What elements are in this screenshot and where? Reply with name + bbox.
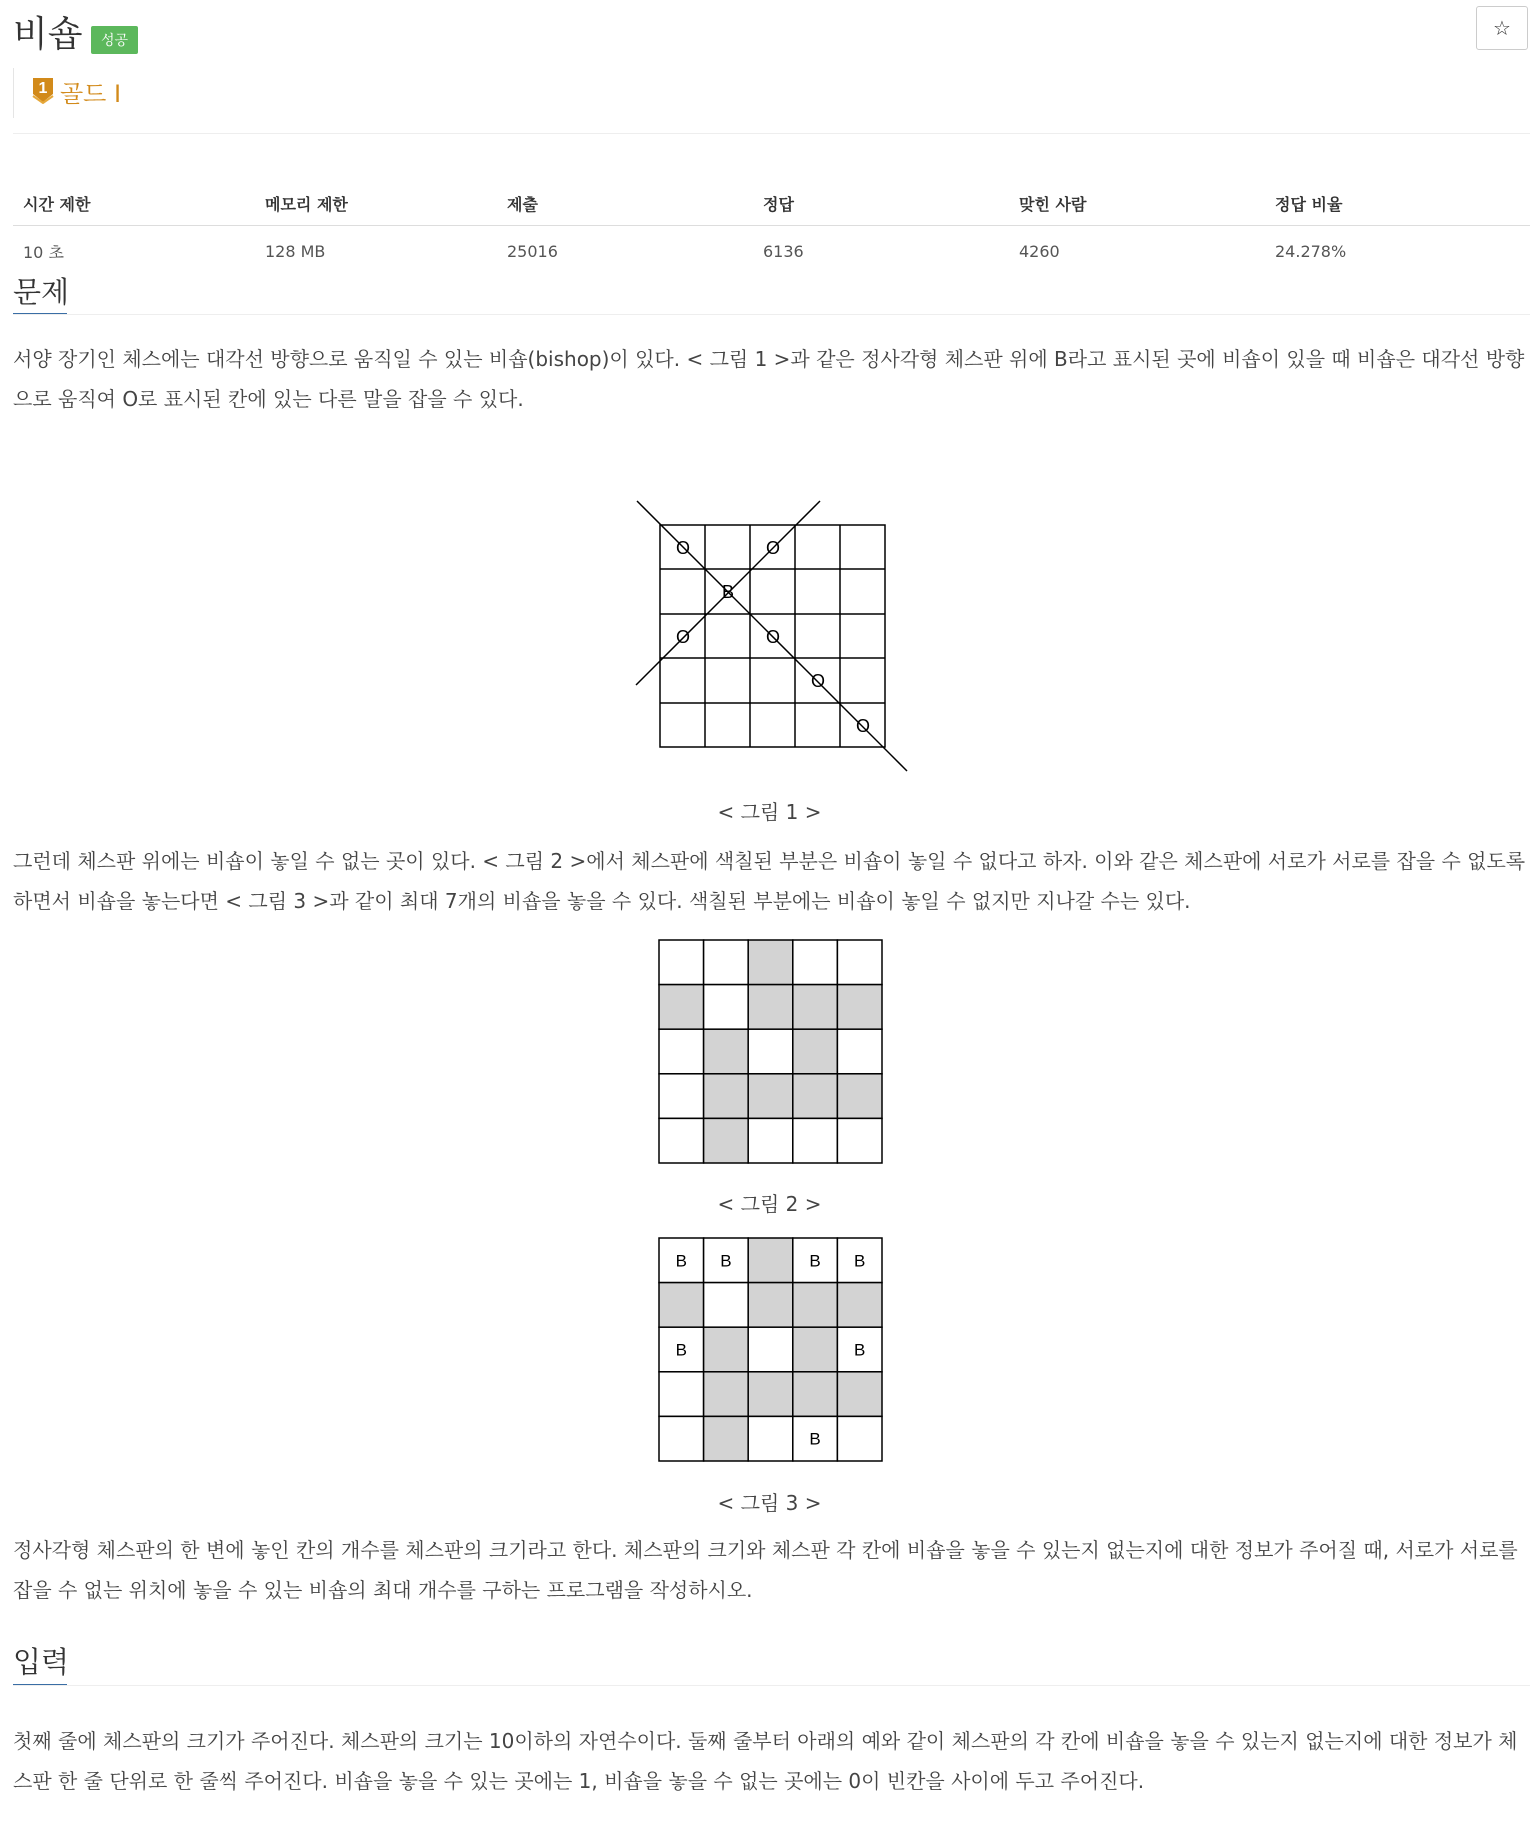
blocked-cell <box>748 940 793 985</box>
open-cell <box>837 940 882 985</box>
stat-header-time: 시간 제한 <box>13 180 255 226</box>
figure-1-caption: < 그림 1 > <box>717 800 822 824</box>
bishop-mark: B <box>809 1251 821 1271</box>
blocked-cell <box>837 1372 882 1417</box>
divider <box>13 1685 1530 1686</box>
blocked-cell <box>837 1283 882 1328</box>
bishop-mark: B <box>675 1251 687 1271</box>
blocked-cell <box>793 1327 838 1372</box>
blocked-cell <box>704 1074 749 1119</box>
stat-header-ratio: 정답 비율 <box>1265 180 1530 226</box>
bishop-mark: B <box>854 1340 866 1360</box>
blocked-cell <box>793 1074 838 1119</box>
open-cell <box>748 1029 793 1074</box>
blocked-cell <box>793 1283 838 1328</box>
open-cell <box>793 940 838 985</box>
fig1-target-mark: O <box>675 627 691 647</box>
open-cell <box>659 940 704 985</box>
blocked-cell <box>704 1416 749 1461</box>
open-cell <box>837 1416 882 1461</box>
open-cell <box>837 1118 882 1163</box>
blocked-cell <box>793 985 838 1030</box>
stat-header-submissions: 제출 <box>497 180 753 226</box>
figure-3-caption: < 그림 3 > <box>717 1491 822 1515</box>
open-cell <box>704 1283 749 1328</box>
section-title-description: 문제 <box>13 275 70 309</box>
open-cell <box>659 1118 704 1163</box>
blocked-cell <box>659 1283 704 1328</box>
star-icon: ☆ <box>1493 16 1511 40</box>
open-cell <box>704 940 749 985</box>
stat-ratio: 24.278% <box>1275 242 1347 261</box>
open-cell <box>659 1372 704 1417</box>
page-title: 비숍 <box>13 14 83 55</box>
blocked-cell <box>748 1074 793 1119</box>
bishop-mark: B <box>809 1429 821 1449</box>
blocked-cell <box>748 1283 793 1328</box>
blocked-cell <box>704 1372 749 1417</box>
stat-header-solvers: 맞힌 사람 <box>1009 180 1265 226</box>
description-paragraph-3: 정사각형 체스판의 한 변에 놓인 칸의 개수를 체스판의 크기라고 한다. 체스판의 크기와 체스판 각 칸에 비숍을 놓을 수 있는지 없는지에 대한 정보가 주어질 때, 서로가 서로를 잡을 수 없는 위치에 놓을 수 있는 비숍의 최대 개수를 구하는 프로그램을 작성하시오. <box>13 1538 1518 1602</box>
blocked-cell <box>793 1029 838 1074</box>
blocked-cell <box>748 1238 793 1283</box>
blocked-cell <box>837 985 882 1030</box>
stat-memory: 128 MB <box>265 242 326 261</box>
blocked-cell <box>659 985 704 1030</box>
fig1-bishop-mark: B <box>721 582 735 602</box>
open-cell <box>748 1118 793 1163</box>
figure-2-board <box>659 940 882 1163</box>
open-cell <box>748 1416 793 1461</box>
stat-solvers: 4260 <box>1019 242 1060 261</box>
status-badge: 성공 <box>91 26 138 54</box>
stat-submissions: 25016 <box>507 242 558 261</box>
input-paragraph: 첫째 줄에 체스판의 크기가 주어진다. 체스판의 크기는 10이하의 자연수이다. 둘째 줄부터 아래의 예와 같이 체스판의 각 칸에 비숍을 놓을 수 있는지 없는지에 대한 정보가 체스판 한 줄 단위로 한 줄씩 주어진다. 비숍을 놓을 수 있는 곳에는 1, 비숍을 놓을 수 없는 곳에는 0이 빈칸을 사이에 두고 주어진다. <box>13 1729 1518 1793</box>
fig1-target-mark: O <box>765 627 781 647</box>
stat-accepted: 6136 <box>763 242 804 261</box>
open-cell <box>659 1074 704 1119</box>
description-paragraph-1: 서양 장기인 체스에는 대각선 방향으로 움직일 수 있는 비숍(bishop)이 있다. < 그림 1 >과 같은 정사각형 체스판 위에 B라고 표시된 곳에 비숍이 있을 때 비숍은 대각선 방향으로 움직여 O로 표시된 칸에 있는 다른 말을 잡을 수 있다. <box>13 347 1525 411</box>
open-cell <box>748 1327 793 1372</box>
description-paragraph-2: 그런데 체스판 위에는 비숍이 놓일 수 없는 곳이 있다. < 그림 2 >에서 체스판에 색칠된 부분은 비숍이 놓일 수 없다고 하자. 이와 같은 체스판에 서로가 서로를 잡을 수 없도록 하면서 비숍을 놓는다면 < 그림 3 >과 같이 최대 7개의 비숍을 놓을 수 있다. 색칠된 부분에는 비숍이 놓일 수 없지만 지나갈 수는 있다. <box>13 849 1526 913</box>
fig1-target-mark: O <box>810 671 826 691</box>
bishop-mark: B <box>675 1340 687 1360</box>
tier-label[interactable]: 골드 I <box>60 80 122 108</box>
blocked-cell <box>704 1327 749 1372</box>
figure-2-caption: < 그림 2 > <box>717 1192 822 1216</box>
open-cell <box>659 1029 704 1074</box>
stat-header-memory: 메모리 제한 <box>255 180 497 226</box>
bishop-mark: B <box>720 1251 732 1271</box>
blocked-cell <box>748 1372 793 1417</box>
fig1-target-mark: O <box>675 538 691 558</box>
stat-time: 10 초 <box>23 243 64 262</box>
section-title-input: 입력 <box>13 1645 70 1679</box>
figure-3-board <box>659 1238 882 1461</box>
tier-number: 1 <box>38 80 48 97</box>
bishop-mark: B <box>854 1251 866 1271</box>
blocked-cell <box>748 985 793 1030</box>
open-cell <box>704 985 749 1030</box>
open-cell <box>659 1416 704 1461</box>
fig1-target-mark: O <box>765 538 781 558</box>
blocked-cell <box>704 1118 749 1163</box>
open-cell <box>837 1029 882 1074</box>
blocked-cell <box>793 1372 838 1417</box>
open-cell <box>793 1118 838 1163</box>
blocked-cell <box>704 1029 749 1074</box>
fig1-target-mark: O <box>855 716 871 736</box>
blocked-cell <box>837 1074 882 1119</box>
stat-header-accepted: 정답 <box>753 180 1009 226</box>
